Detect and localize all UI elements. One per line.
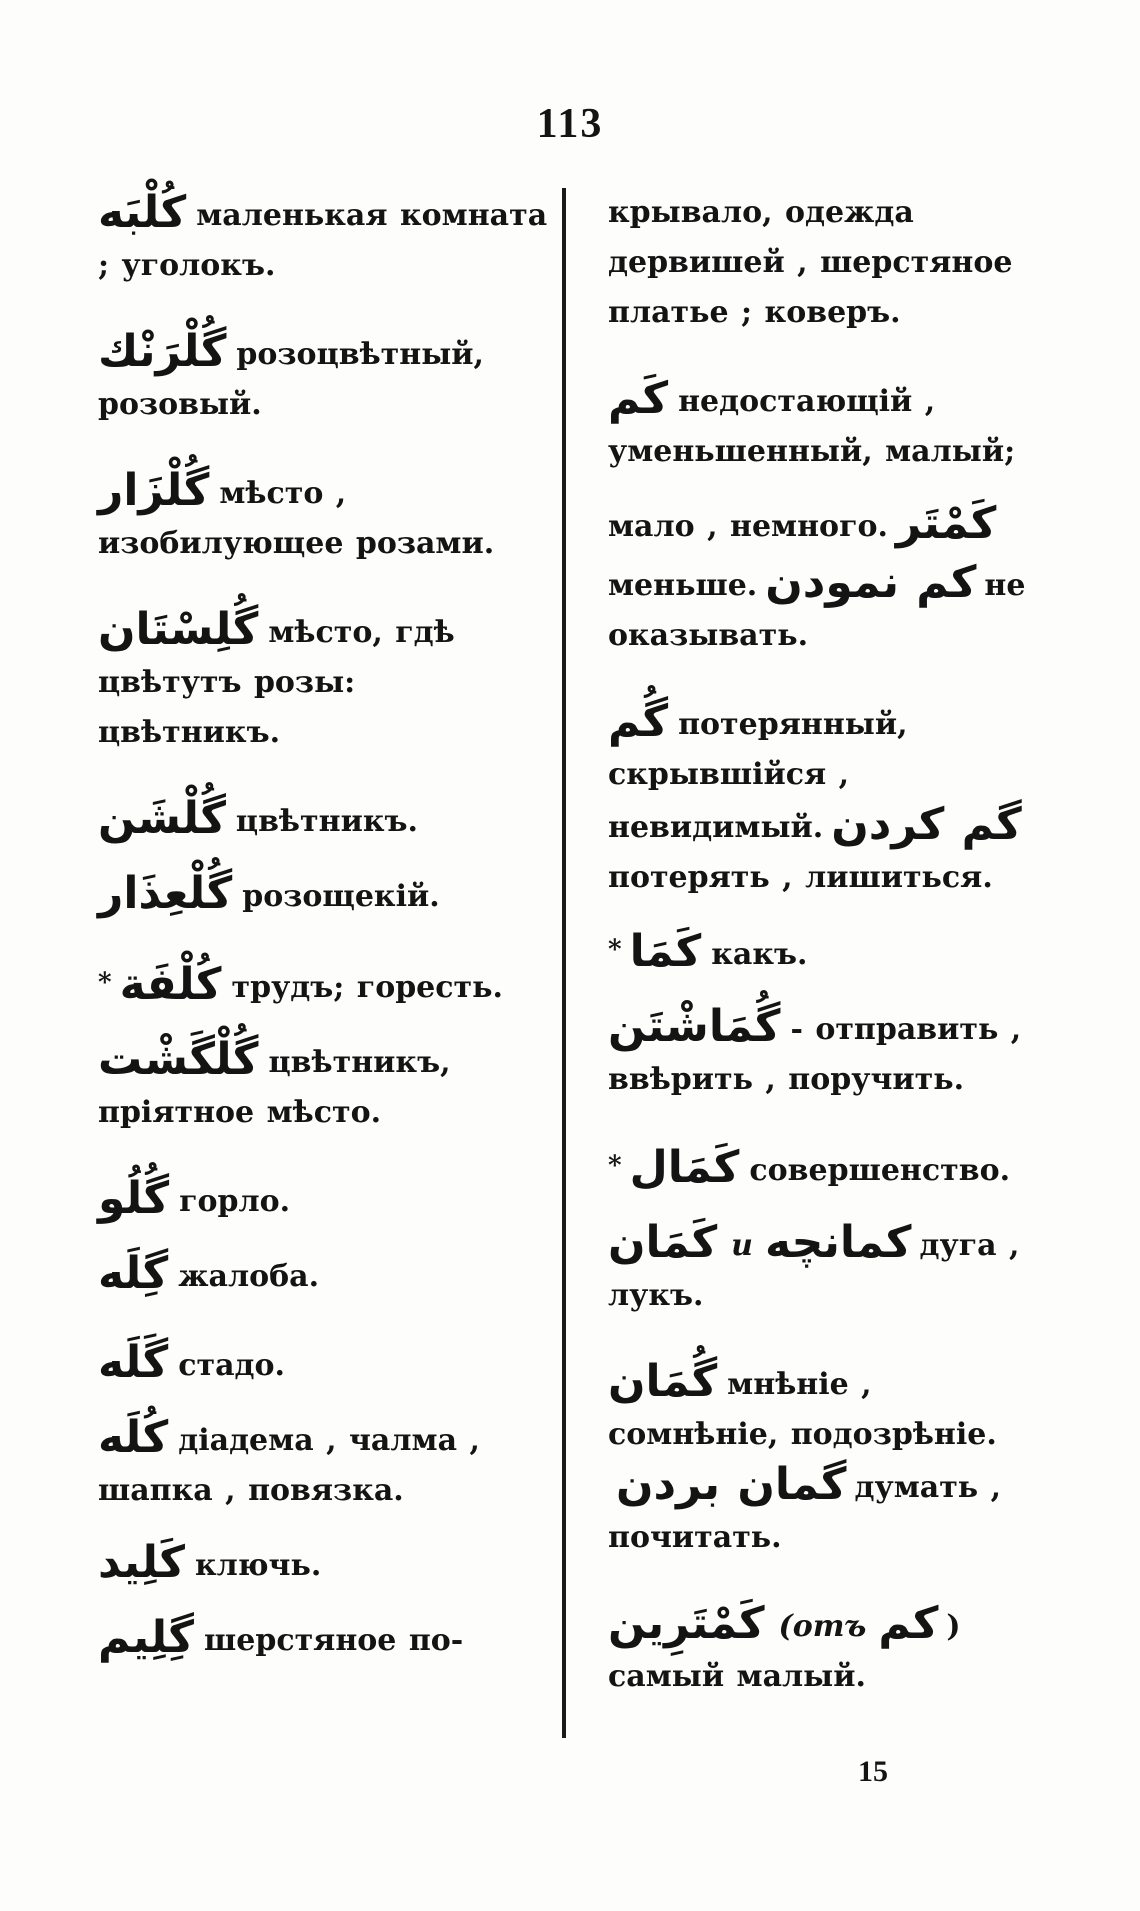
dictionary-entry: [608, 1357, 1040, 1563]
dictionary-entry: [98, 794, 548, 847]
arabic-headword: گِلَه: [98, 1248, 169, 1299]
arabic-headword: گُلِسْتَان: [98, 604, 259, 655]
arabic-headword: گُمَاشْتَن: [608, 1001, 781, 1052]
dictionary-entry: [98, 188, 548, 291]
entry-definition: дуга , лукъ.: [608, 1228, 1020, 1313]
entry-definition: ключь.: [194, 1548, 322, 1583]
dictionary-entry: [608, 925, 1040, 980]
dictionary-entry: [98, 466, 548, 569]
arabic-phrase: كَمْتَر: [895, 498, 997, 549]
entry-definition: мѣсто, гдѣ цвѣтутъ розы: цвѣтникъ.: [98, 615, 455, 750]
arabic-phrase: كم: [878, 1598, 939, 1649]
dictionary-entry: [98, 1249, 548, 1302]
entry-definition: трудъ; горесть.: [231, 970, 503, 1005]
left-column: [98, 188, 548, 1666]
arabic-headword: كَلِيد: [98, 1537, 185, 1588]
dictionary-entry: [608, 1002, 1040, 1105]
column-divider: [562, 188, 566, 1738]
conjunction: и: [731, 1228, 753, 1263]
dictionary-entry: [98, 1338, 548, 1391]
page-number: 113: [536, 101, 604, 147]
entry-definition: мѣсто , изобилующее розами.: [98, 476, 495, 561]
asterisk-mark: *: [608, 935, 622, 965]
dictionary-entry: [608, 188, 1040, 338]
entry-definition: розощекій.: [242, 879, 440, 914]
dictionary-entry: [98, 1174, 548, 1227]
dictionary-entry: [608, 558, 1040, 661]
dictionary-entry: [98, 327, 548, 430]
arabic-headword: گُلْزَار: [98, 465, 210, 516]
entry-definition: совершенство.: [749, 1153, 1011, 1188]
asterisk-mark: *: [98, 968, 112, 998]
arabic-phrase: گمان بردن: [616, 1459, 847, 1510]
arabic-headword: گُلْگَشْت: [98, 1034, 259, 1085]
entry-definition: цвѣтникъ.: [235, 804, 418, 839]
arabic-headword: گُم: [608, 696, 669, 747]
entry-definition: стадо.: [178, 1348, 285, 1383]
arabic-headword: کُلْبَه: [98, 187, 187, 238]
arabic-headword: گُمَان: [608, 1356, 718, 1407]
dictionary-entry: [608, 1218, 1040, 1321]
entry-definition: недостающій , уменьшенный, малый;: [608, 384, 1016, 469]
arabic-headword: گِلِيم: [98, 1612, 195, 1663]
arabic-headword: كَمَال: [629, 1142, 740, 1193]
asterisk-mark: *: [608, 1151, 622, 1181]
dictionary-entry: [98, 605, 548, 758]
arabic-headword: كَمَا: [629, 926, 702, 977]
entry-definition: мнѣніе , сомнѣніе, подозрѣніе.: [608, 1367, 997, 1452]
entry-definition-cont: думать , почитать.: [608, 1470, 1002, 1555]
entry-definition: - отправить , ввѣрить , поручить.: [608, 1012, 1022, 1097]
entry-definition: мало , немного.: [608, 509, 888, 544]
entry-definition-cont: не оказывать.: [608, 568, 1026, 653]
entry-definition: меньше.: [608, 568, 758, 603]
entry-definition-cont: потерять , лишиться.: [608, 860, 993, 895]
dictionary-entry: [98, 958, 548, 1013]
dictionary-entry: [608, 499, 1040, 552]
dictionary-entry: [608, 1141, 1040, 1196]
dictionary-entry: [98, 1035, 548, 1138]
arabic-headword: گُلُو: [98, 1173, 170, 1224]
arabic-phrase: گم كردن: [831, 799, 1022, 850]
dictionary-entry: [608, 697, 1040, 903]
arabic-headword: كُلْفَة: [119, 959, 222, 1010]
entry-definition: (отъ: [778, 1609, 867, 1644]
signature-mark: 15: [858, 1755, 888, 1788]
entry-definition: потерянный, скрывшійся , невидимый.: [608, 707, 908, 845]
dictionary-entry: [98, 1613, 548, 1666]
right-column: [608, 188, 1040, 1702]
entry-definition-cont: ) самый малый.: [608, 1609, 961, 1694]
arabic-headword: كَمْتَرِين: [608, 1598, 765, 1649]
entry-definition: маленькая комната ; уголокъ.: [98, 198, 548, 283]
dictionary-entry: [98, 869, 548, 922]
entry-definition: крывало, одежда дервишей , шерстяное платье ; коверъ.: [608, 195, 1013, 330]
arabic-headword: گُلْشَن: [98, 793, 226, 844]
dictionary-entry: [98, 1413, 548, 1516]
dictionary-entry: [608, 1599, 1040, 1702]
arabic-headword: كُلَه: [98, 1412, 169, 1463]
arabic-headword: كَم: [608, 373, 669, 424]
entry-definition: горло.: [179, 1184, 291, 1219]
arabic-phrase: كم نمودن: [765, 557, 977, 608]
dictionary-entry: [608, 374, 1040, 477]
arabic-headword: گُلْرَنْك: [98, 326, 227, 377]
arabic-headword: كَمَان: [608, 1217, 718, 1268]
arabic-headword: گُلْعِذَار: [98, 868, 233, 919]
arabic-headword-variant: كمانچه: [764, 1217, 912, 1268]
entry-definition: шерстяное по-: [204, 1623, 464, 1658]
entry-definition: діадема , чалма , шапка , повязка.: [98, 1423, 480, 1508]
entry-definition: цвѣтникъ, пріятное мѣсто.: [98, 1045, 451, 1130]
dictionary-entry: [98, 1538, 548, 1591]
entry-definition: какъ.: [711, 937, 808, 972]
entry-definition: розоцвѣтный, розовый.: [98, 337, 484, 422]
entry-definition: жалоба.: [178, 1259, 320, 1294]
arabic-headword: گَلَه: [98, 1337, 169, 1388]
